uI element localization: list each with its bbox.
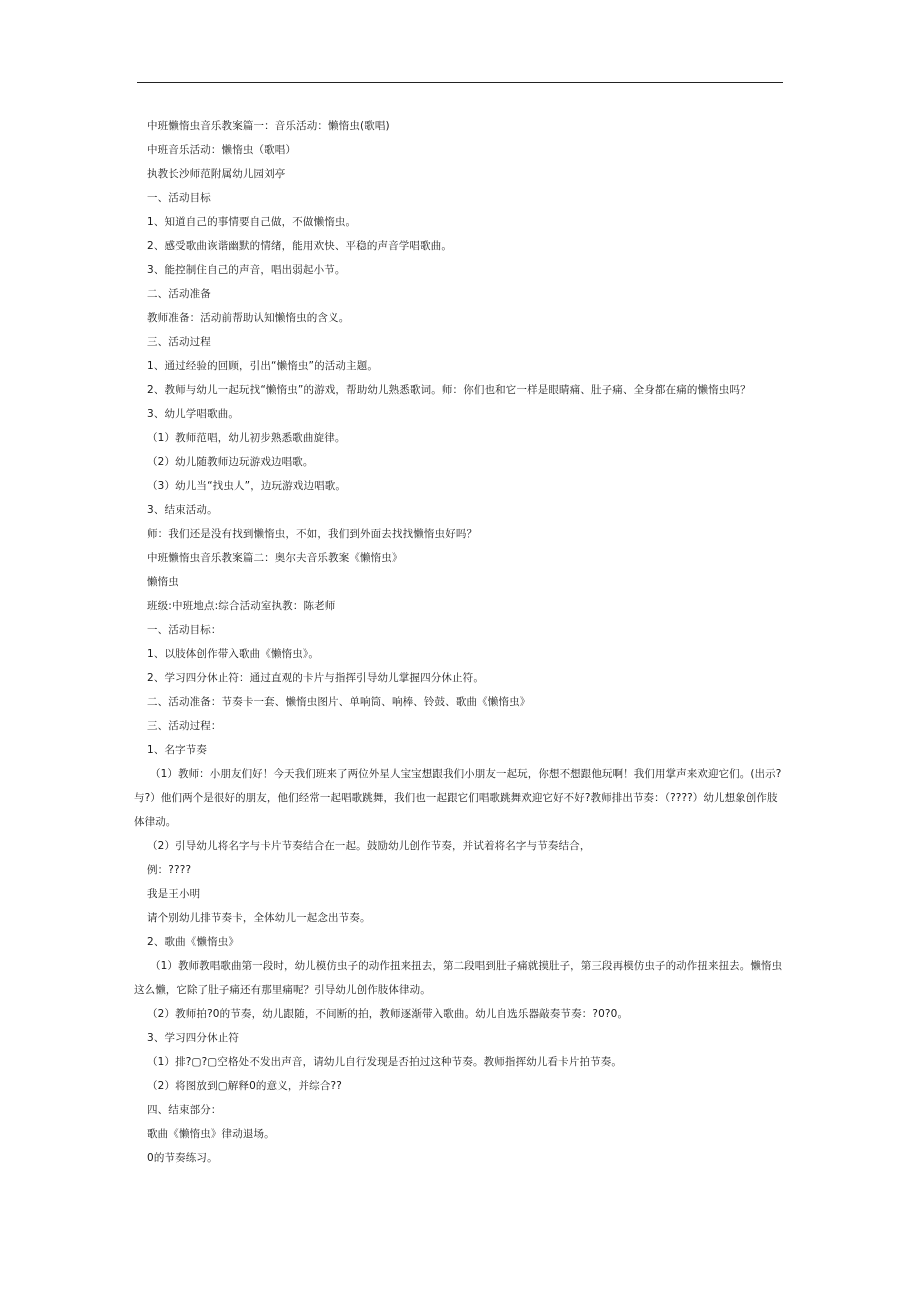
text-line: （1）排?▢?▢空格处不发出声音，请幼儿自行发现是否拍过这种节奏。教师指挥幼儿看卡片拍节奏。 xyxy=(147,1056,623,1068)
text-line: 3、幼儿学唱歌曲。 xyxy=(147,408,240,420)
paragraph: （1）教师教唱歌曲第一段时，幼儿模仿虫子的动作扭来扭去，第二段唱到肚子痛就摸肚子，第三段再模仿虫子的动作扭来扭去。懒惰虫这么懒，它除了肚子痛还有那里痛呢？引导幼儿创作肢体律动。 xyxy=(134,960,783,996)
paragraph: （1）教师：小朋友们好！今天我们班来了两位外星人宝宝想跟我们小朋友一起玩，你想不想跟他玩啊！我们用掌声来欢迎它们。(出示?与?）他们两个是很好的朋友，他们经常一起唱歌跳舞，我们也一起跟它们唱歌跳舞欢迎它好不好?教师排出节奏：（????）幼儿想象创作肢体律动。 xyxy=(134,768,782,828)
text-line: 1、知道自己的事情要自己做，不做懒惰虫。 xyxy=(147,216,357,228)
section-heading: 一、活动目标： xyxy=(147,624,222,636)
text-line: 2、教师与幼儿一起玩找“懒惰虫”的游戏，帮助幼儿熟悉歌词。师：你们也和它一样是眼睛痛、肚子痛、全身都在痛的懒惰虫吗？ xyxy=(147,384,751,396)
section-heading: 三、活动过程 xyxy=(147,336,211,348)
text-line: （2）引导幼儿将名字与卡片节奏结合在一起。鼓励幼儿创作节奏，并试着将名字与节奏结合， xyxy=(147,840,591,852)
section-heading: 一、活动目标 xyxy=(147,192,211,204)
text-line: （2）教师拍?0的节奏，幼儿跟随，不间断的拍，教师逐渐带入歌曲。幼儿自选乐器敲奏节奏：?0?0。 xyxy=(147,1008,629,1020)
text-line: 3、学习四分休止符 xyxy=(147,1032,240,1044)
text-line: 3、结束活动。 xyxy=(147,504,218,516)
section-heading: 二、活动准备 xyxy=(147,288,211,300)
section-heading: 四、结束部分： xyxy=(147,1104,222,1116)
header-rule xyxy=(137,82,783,83)
text-line: 1、通过经验的回顾，引出“懒惰虫”的活动主题。 xyxy=(147,360,379,372)
text-line: 班级:中班地点:综合活动室执教：陈老师 xyxy=(147,600,336,612)
text-line: （2）将图放到▢解释0的意义，并综合?? xyxy=(147,1080,342,1092)
document-body xyxy=(134,114,783,1170)
text-line: 执教长沙师范附属幼儿园刘亭 xyxy=(147,168,286,180)
text-line: 教师准备：活动前帮助认知懒惰虫的含义。 xyxy=(147,312,350,324)
text-line: 懒惰虫 xyxy=(147,576,179,588)
text-line: 2、感受歌曲诙谐幽默的情绪，能用欢快、平稳的声音学唱歌曲。 xyxy=(147,240,453,252)
text-line: 中班音乐活动：懒惰虫（歌唱） xyxy=(147,144,297,156)
section-heading: 三、活动过程： xyxy=(147,720,222,732)
section-heading: 二、活动准备：节奏卡一套、懒惰虫图片、单响筒、响棒、铃鼓、歌曲《懒惰虫》 xyxy=(147,696,531,708)
text-line: 2、学习四分休止符：通过直观的卡片与指挥引导幼儿掌握四分休止符。 xyxy=(147,672,484,684)
text-line: 例：???? xyxy=(147,864,192,876)
text-line: 歌曲《懒惰虫》律动退场。 xyxy=(147,1128,275,1140)
text-line: 3、能控制住自己的声音，唱出弱起小节。 xyxy=(147,264,346,276)
text-line: 请个别幼儿排节奏卡，全体幼儿一起念出节奏。 xyxy=(147,912,371,924)
text-line: （1）教师范唱，幼儿初步熟悉歌曲旋律。 xyxy=(147,432,346,444)
text-line: 我是王小明 xyxy=(147,888,201,900)
doc-title: 中班懒惰虫音乐教案篇一：音乐活动：懒惰虫(歌唱) xyxy=(147,120,390,132)
doc-title: 中班懒惰虫音乐教案篇二：奥尔夫音乐教案《懒惰虫》 xyxy=(147,552,403,564)
text-line: （2）幼儿随教师边玩游戏边唱歌。 xyxy=(147,456,314,468)
text-line: 0的节奏练习。 xyxy=(147,1152,218,1164)
text-line: 2、歌曲《懒惰虫》 xyxy=(147,936,240,948)
text-line: 师：我们还是没有找到懒惰虫，不如，我们到外面去找找懒惰虫好吗？ xyxy=(147,528,478,540)
text-line: （3）幼儿当“找虫人”，边玩游戏边唱歌。 xyxy=(147,480,347,492)
text-line: 1、以肢体创作带入歌曲《懒惰虫》。 xyxy=(147,648,319,660)
text-line: 1、名字节奏 xyxy=(147,744,208,756)
